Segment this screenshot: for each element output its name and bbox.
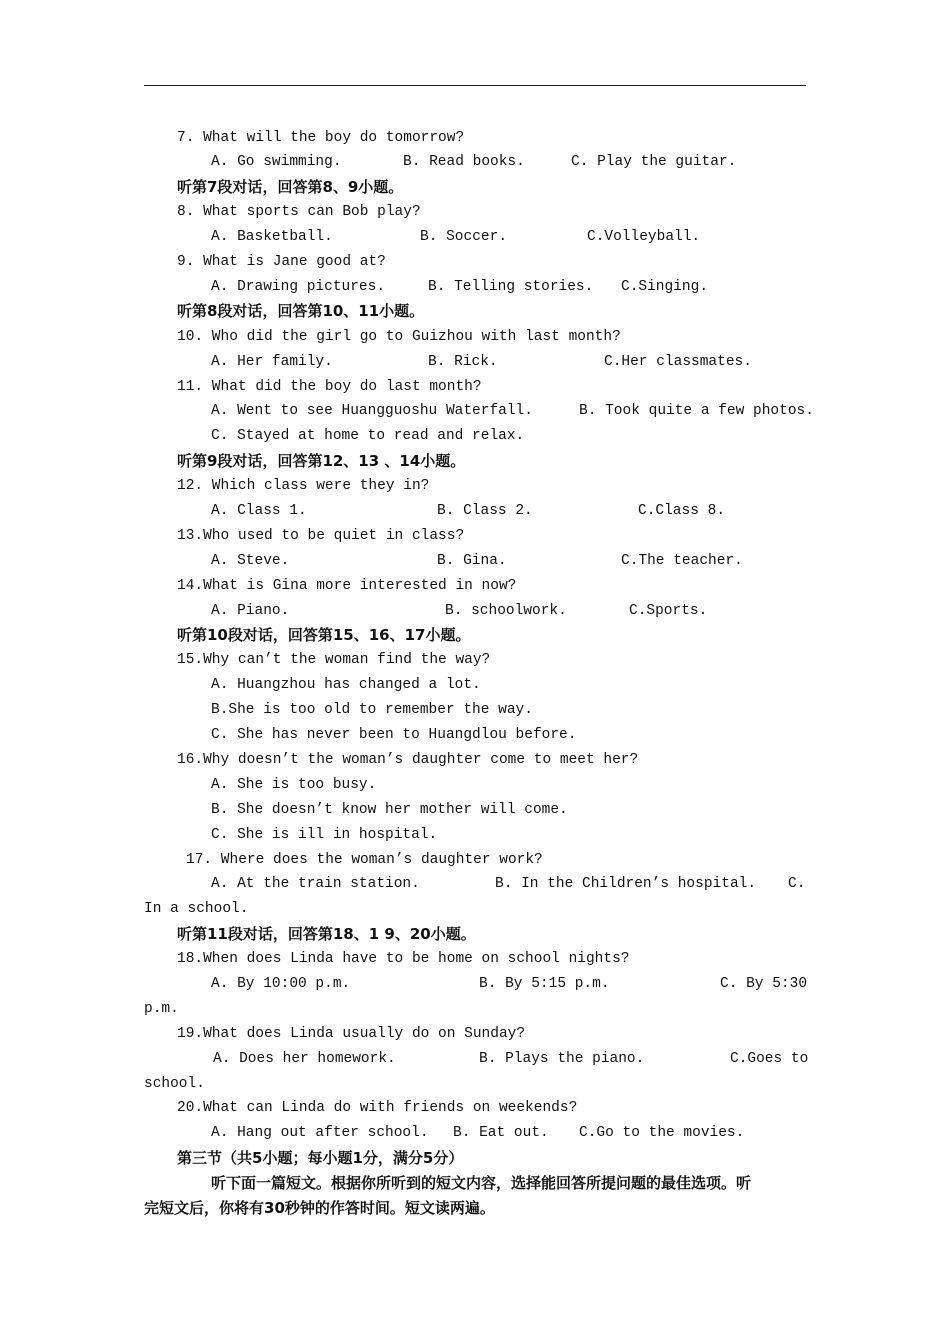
section-heading-9: 听第9段对话，回答第12、13 、14小题。 — [177, 452, 466, 470]
question-10: 10. Who did the girl go to Guizhou with last month? — [177, 329, 621, 345]
q10-option-c: C.Her classmates. — [604, 354, 752, 370]
q11-option-a: A. Went to see Huangguoshu Waterfall. — [211, 403, 533, 419]
question-11: 11. What did the boy do last month? — [177, 379, 482, 395]
question-8: 8. What sports can Bob play? — [177, 204, 421, 220]
question-15: 15.Why can’t the woman find the way? — [177, 652, 491, 668]
question-17: 17. Where does the woman’s daughter work? — [186, 852, 543, 868]
q15-option-b: B.She is too old to remember the way. — [211, 702, 533, 718]
q18-option-a: A. By 10:00 p.m. — [211, 976, 351, 992]
q12-option-b: B. Class 2. — [437, 503, 533, 519]
q16-option-a: A. She is too busy. — [211, 777, 377, 793]
q12-option-a: A. Class 1. — [211, 503, 307, 519]
q8-option-b: B. Soccer. — [420, 229, 508, 245]
section-heading-11: 听第11段对话，回答第18、1 9、20小题。 — [177, 925, 476, 943]
q14-option-c: C.Sports. — [629, 603, 708, 619]
q12-option-c: C.Class 8. — [638, 503, 726, 519]
q19-option-b: B. Plays the piano. — [479, 1051, 645, 1067]
question-12: 12. Which class were they in? — [177, 478, 430, 494]
q19-option-a: A. Does her homework. — [213, 1051, 396, 1067]
q17-option-c-label: C. — [788, 876, 806, 892]
q17-option-b: B. In the Children’s hospital. — [495, 876, 757, 892]
q10-option-a: A. Her family. — [211, 354, 333, 370]
q13-option-a: A. Steve. — [211, 553, 290, 569]
question-7: 7. What will the boy do tomorrow? — [177, 130, 465, 146]
question-16: 16.Why doesn’t the woman’s daughter come to meet her? — [177, 752, 639, 768]
q7-option-a: A. Go swimming. — [211, 154, 342, 170]
q17-option-c-text: In a school. — [144, 901, 249, 917]
question-13: 13.Who used to be quiet in class? — [177, 528, 465, 544]
q13-option-b: B. Gina. — [437, 553, 507, 569]
section-heading-8: 听第8段对话，回答第10、11小题。 — [177, 302, 425, 320]
section-3-instructions-line2: 完短文后，你将有30秒钟的作答时间。短文读两遍。 — [144, 1199, 495, 1217]
q19-option-c: C.Goes to — [730, 1051, 809, 1067]
q14-option-a: A. Piano. — [211, 603, 290, 619]
q9-option-b: B. Telling stories. — [428, 279, 594, 295]
section-3-instructions-line1: 听下面一篇短文。根据你所听到的短文内容，选择能回答所提问题的最佳选项。听 — [211, 1174, 752, 1192]
q8-option-a: A. Basketball. — [211, 229, 333, 245]
q20-option-b: B. Eat out. — [453, 1125, 549, 1141]
q19-option-c-cont: school. — [144, 1076, 205, 1092]
q18-option-b: B. By 5:15 p.m. — [479, 976, 610, 992]
question-19: 19.What does Linda usually do on Sunday? — [177, 1026, 526, 1042]
q15-option-c: C. She has never been to Huangdlou before. — [211, 727, 577, 743]
q15-option-a: A. Huangzhou has changed a lot. — [211, 677, 481, 693]
section-3-title: 第三节（共5小题；每小题1分，满分5分） — [177, 1149, 464, 1167]
q11-option-c: C. Stayed at home to read and relax. — [211, 428, 525, 444]
question-14: 14.What is Gina more interested in now? — [177, 578, 517, 594]
q9-option-c: C.Singing. — [621, 279, 709, 295]
question-20: 20.What can Linda do with friends on weekends? — [177, 1100, 578, 1116]
q9-option-a: A. Drawing pictures. — [211, 279, 386, 295]
section-heading-7: 听第7段对话，回答第8、9小题。 — [177, 178, 404, 196]
q18-option-c: C. By 5:30 — [720, 976, 808, 992]
question-9: 9. What is Jane good at? — [177, 254, 386, 270]
q8-option-c: C.Volleyball. — [587, 229, 701, 245]
q16-option-c: C. She is ill in hospital. — [211, 827, 438, 843]
section-heading-10: 听第10段对话，回答第15、16、17小题。 — [177, 626, 471, 644]
q14-option-b: B. schoolwork. — [445, 603, 567, 619]
q10-option-b: B. Rick. — [428, 354, 498, 370]
q20-option-a: A. Hang out after school. — [211, 1125, 429, 1141]
q18-option-c-cont: p.m. — [144, 1001, 179, 1017]
header-rule — [144, 85, 806, 86]
q11-option-b: B. Took quite a few photos. — [579, 403, 814, 419]
q7-option-b: B. Read books. — [403, 154, 525, 170]
q20-option-c: C.Go to the movies. — [579, 1125, 745, 1141]
q16-option-b: B. She doesn’t know her mother will come. — [211, 802, 568, 818]
question-18: 18.When does Linda have to be home on school nights? — [177, 951, 630, 967]
q7-option-c: C. Play the guitar. — [571, 154, 737, 170]
q17-option-a: A. At the train station. — [211, 876, 420, 892]
q13-option-c: C.The teacher. — [621, 553, 743, 569]
